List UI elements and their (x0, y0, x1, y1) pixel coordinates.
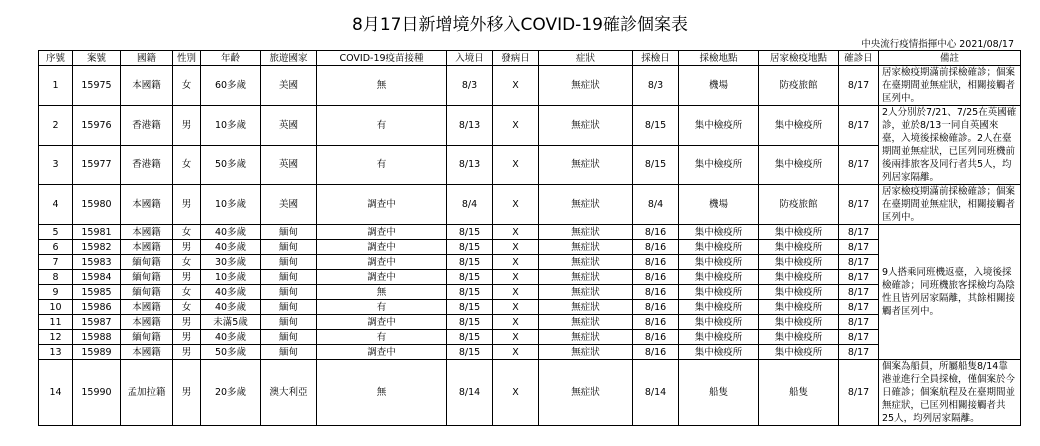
table-cell: 8/13 (447, 106, 493, 146)
col-header: 國籍 (121, 51, 173, 66)
table-cell: 集中檢疫所 (679, 315, 759, 330)
table-cell: 男 (173, 330, 201, 345)
table-cell: 調查中 (317, 185, 447, 225)
col-header: 入境日 (447, 51, 493, 66)
table-cell: 集中檢疫所 (679, 145, 759, 185)
table-cell: 15984 (73, 270, 121, 285)
table-cell: 8/17 (839, 255, 879, 270)
table-cell: 無症狀 (539, 225, 633, 240)
table-cell: 美國 (261, 66, 317, 106)
table-cell: 8/17 (839, 330, 879, 345)
table-cell: 7 (39, 255, 73, 270)
table-cell: 2 (39, 106, 73, 146)
table-cell: X (493, 330, 539, 345)
table-cell: 女 (173, 300, 201, 315)
table-cell: 8/17 (839, 285, 879, 300)
table-cell: 15989 (73, 345, 121, 360)
table-cell: 8/15 (447, 240, 493, 255)
table-cell: 調查中 (317, 225, 447, 240)
table-cell: X (493, 66, 539, 106)
table-cell: 8/15 (633, 145, 679, 185)
table-cell: 8/13 (447, 145, 493, 185)
col-header: 性別 (173, 51, 201, 66)
table-cell: 8/17 (839, 270, 879, 285)
table-cell: 防疫旅館 (759, 66, 839, 106)
table-cell: 本國籍 (121, 66, 173, 106)
header-row (39, 51, 1021, 66)
table-cell: 澳大利亞 (261, 360, 317, 426)
table-cell: 8/15 (447, 255, 493, 270)
table-cell: 10多歲 (201, 106, 261, 146)
remark-cell: 個案為船員，所屬船隻8/14靠港並進行全員採檢，僅個案於今日確診；個案航程及在臺期間並無症狀，已匡列相關接觸者共25人，均列居家隔離。 (879, 360, 1021, 426)
table-cell: 機場 (679, 185, 759, 225)
remark-cell: 居家檢疫期滿前採檢確診；個案在臺期間並無症狀，相關接觸者匡列中。 (879, 185, 1021, 225)
table-cell: X (493, 315, 539, 330)
table-cell: 緬甸 (261, 225, 317, 240)
page-title: 8月17日新增境外移入COVID-19確診個案表 (352, 15, 688, 35)
table-cell: 8/17 (839, 240, 879, 255)
table-cell: 8/4 (447, 185, 493, 225)
table-cell: 8/3 (447, 66, 493, 106)
table-row (39, 255, 1021, 270)
table-cell: X (493, 240, 539, 255)
table-cell: 8/14 (633, 360, 679, 426)
table-cell: 無症狀 (539, 240, 633, 255)
table-cell: 無症狀 (539, 300, 633, 315)
table-row (39, 285, 1021, 300)
table-cell: 緬甸 (261, 330, 317, 345)
table-cell: 8/15 (447, 270, 493, 285)
table-cell: 男 (173, 185, 201, 225)
table-cell: 15986 (73, 300, 121, 315)
table-cell: 緬甸 (261, 345, 317, 360)
table-cell: 本國籍 (121, 225, 173, 240)
table-cell: 男 (173, 106, 201, 146)
table-cell: 集中檢疫所 (679, 106, 759, 146)
table-cell: 11 (39, 315, 73, 330)
table-cell: 12 (39, 330, 73, 345)
col-header: 序號 (39, 51, 73, 66)
table-cell: 本國籍 (121, 185, 173, 225)
col-header: 採檢日 (633, 51, 679, 66)
table-cell: 集中檢疫所 (679, 285, 759, 300)
table-cell: 防疫旅館 (759, 185, 839, 225)
table-cell: 13 (39, 345, 73, 360)
table-cell: 無症狀 (539, 106, 633, 146)
table-cell: 調查中 (317, 345, 447, 360)
table-cell: X (493, 300, 539, 315)
table-cell: 40多歲 (201, 330, 261, 345)
table-cell: 8/3 (633, 66, 679, 106)
table-cell: 緬甸籍 (121, 330, 173, 345)
col-header: 案號 (73, 51, 121, 66)
table-row (39, 315, 1021, 330)
table-row (39, 145, 1021, 185)
table-cell: 8/16 (633, 240, 679, 255)
table-cell: 15981 (73, 225, 121, 240)
table-cell: 集中檢疫所 (679, 270, 759, 285)
table-cell: 10多歲 (201, 270, 261, 285)
table-row (39, 270, 1021, 285)
table-cell: 8/16 (633, 285, 679, 300)
col-header: 居家檢疫地點 (759, 51, 839, 66)
table-cell: 無症狀 (539, 315, 633, 330)
table-cell: 集中檢疫所 (759, 225, 839, 240)
table-cell: 8/17 (839, 185, 879, 225)
table-cell: 8/4 (633, 185, 679, 225)
table-cell: 15983 (73, 255, 121, 270)
table-cell: X (493, 225, 539, 240)
table-cell: 15982 (73, 240, 121, 255)
table-cell: 15975 (73, 66, 121, 106)
table-cell: 女 (173, 66, 201, 106)
table-cell: 3 (39, 145, 73, 185)
table-cell: 4 (39, 185, 73, 225)
table-cell: 集中檢疫所 (679, 330, 759, 345)
col-header: 確診日 (839, 51, 879, 66)
table-cell: 8/16 (633, 315, 679, 330)
table-cell: 機場 (679, 66, 759, 106)
table-cell: 8/17 (839, 106, 879, 146)
table-cell: 本國籍 (121, 345, 173, 360)
table-cell: 未滿5歲 (201, 315, 261, 330)
table-cell: 有 (317, 145, 447, 185)
table-cell: 無 (317, 360, 447, 426)
table-cell: X (493, 185, 539, 225)
table-row (39, 240, 1021, 255)
table-cell: 集中檢疫所 (759, 315, 839, 330)
table-cell: 15987 (73, 315, 121, 330)
table-cell: X (493, 345, 539, 360)
table-cell: 女 (173, 285, 201, 300)
table-cell: 香港籍 (121, 106, 173, 146)
table-cell: 14 (39, 360, 73, 426)
table-cell: 集中檢疫所 (679, 300, 759, 315)
table-cell: 15977 (73, 145, 121, 185)
table-cell: 8/15 (447, 315, 493, 330)
table-cell: 緬甸籍 (121, 285, 173, 300)
case-table (38, 50, 1021, 426)
table-cell: 40多歲 (201, 285, 261, 300)
table-cell: 緬甸 (261, 285, 317, 300)
table-cell: 15988 (73, 330, 121, 345)
table-cell: 8/15 (447, 345, 493, 360)
table-cell: 男 (173, 270, 201, 285)
table-cell: 10多歲 (201, 185, 261, 225)
table-cell: 10 (39, 300, 73, 315)
table-cell: 集中檢疫所 (679, 345, 759, 360)
table-cell: 8/17 (839, 315, 879, 330)
table-cell: 船隻 (759, 360, 839, 426)
table-cell: 無症狀 (539, 270, 633, 285)
table-cell: 集中檢疫所 (679, 255, 759, 270)
table-cell: 20多歲 (201, 360, 261, 426)
table-cell: 集中檢疫所 (759, 285, 839, 300)
table-cell: 無症狀 (539, 345, 633, 360)
table-cell: 50多歲 (201, 345, 261, 360)
table-cell: 緬甸 (261, 270, 317, 285)
table-cell: 緬甸 (261, 240, 317, 255)
source-date: 中央流行疫情指揮中心 2021/08/17 (861, 39, 1014, 50)
table-cell: 集中檢疫所 (759, 330, 839, 345)
table-cell: 緬甸籍 (121, 255, 173, 270)
col-header: 年齡 (201, 51, 261, 66)
table-cell: 8/17 (839, 225, 879, 240)
table-cell: 5 (39, 225, 73, 240)
table-cell: 8/17 (839, 145, 879, 185)
table-cell: 無 (317, 285, 447, 300)
table-cell: 英國 (261, 106, 317, 146)
table-cell: 美國 (261, 185, 317, 225)
table-cell: 8/16 (633, 300, 679, 315)
table-cell: 無症狀 (539, 66, 633, 106)
table-cell: 男 (173, 240, 201, 255)
table-cell: 15985 (73, 285, 121, 300)
table-cell: X (493, 360, 539, 426)
table-cell: 男 (173, 315, 201, 330)
table-cell: 緬甸 (261, 300, 317, 315)
remark-cell: 居家檢疫期滿前採檢確診；個案在臺期間並無症狀，相關接觸者匡列中。 (879, 66, 1021, 106)
table-cell: 集中檢疫所 (759, 240, 839, 255)
table-cell: 8/14 (447, 360, 493, 426)
table-row (39, 66, 1021, 106)
table-cell: 無症狀 (539, 360, 633, 426)
table-cell: 8/15 (633, 106, 679, 146)
table-cell: 15980 (73, 185, 121, 225)
table-row (39, 300, 1021, 315)
table-cell: 8/17 (839, 345, 879, 360)
table-cell: 香港籍 (121, 145, 173, 185)
remark-cell: 2人分別於7/21、7/25在英國確診，並於8/13一同自英國來臺，入境後採檢確診。2人在臺期間並無症狀，已匡列同班機前後兩排旅客及同行者共5人，均列居家隔離。 (879, 106, 1021, 185)
table-cell: 15976 (73, 106, 121, 146)
table-cell: 30多歲 (201, 255, 261, 270)
table-cell: 集中檢疫所 (759, 106, 839, 146)
table-cell: 8/17 (839, 66, 879, 106)
table-cell: 無 (317, 66, 447, 106)
table-cell: 有 (317, 300, 447, 315)
table-cell: 8/17 (839, 300, 879, 315)
table-cell: 8/15 (447, 330, 493, 345)
table-cell: 調查中 (317, 240, 447, 255)
table-cell: 無症狀 (539, 185, 633, 225)
table-cell: 船隻 (679, 360, 759, 426)
table-cell: 緬甸籍 (121, 270, 173, 285)
remark-cell: 9人搭乘同班機返臺，入境後採檢確診；同班機旅客採檢均為陰性且皆列居家隔離，其餘相關接觸者匡列中。 (879, 225, 1021, 360)
table-cell: 8/16 (633, 255, 679, 270)
table-cell: 9 (39, 285, 73, 300)
table-cell: 8/15 (447, 285, 493, 300)
table-row (39, 330, 1021, 345)
table-cell: 緬甸 (261, 315, 317, 330)
table-cell: X (493, 285, 539, 300)
table-cell: X (493, 145, 539, 185)
table-cell: 集中檢疫所 (679, 225, 759, 240)
table-cell: 女 (173, 225, 201, 240)
table-cell: 集中檢疫所 (679, 240, 759, 255)
col-header: 發病日 (493, 51, 539, 66)
table-cell: 40多歲 (201, 225, 261, 240)
table-row (39, 345, 1021, 360)
table-row (39, 225, 1021, 240)
table-cell: 集中檢疫所 (759, 345, 839, 360)
table-cell: 女 (173, 255, 201, 270)
table-cell: 8/15 (447, 225, 493, 240)
table-row (39, 185, 1021, 225)
table-cell: 調查中 (317, 255, 447, 270)
table-cell: 8/16 (633, 330, 679, 345)
table-cell: 8/15 (447, 300, 493, 315)
col-header: 採檢地點 (679, 51, 759, 66)
table-cell: 1 (39, 66, 73, 106)
table-cell: 無症狀 (539, 330, 633, 345)
table-cell: 本國籍 (121, 300, 173, 315)
table-cell: 8/16 (633, 270, 679, 285)
table-cell: 有 (317, 330, 447, 345)
table-cell: X (493, 106, 539, 146)
table-cell: 無症狀 (539, 255, 633, 270)
table-cell: 無症狀 (539, 285, 633, 300)
table-cell: 集中檢疫所 (759, 145, 839, 185)
table-cell: 無症狀 (539, 145, 633, 185)
table-cell: 孟加拉籍 (121, 360, 173, 426)
table-row (39, 106, 1021, 146)
table-cell: 女 (173, 145, 201, 185)
table-cell: 60多歲 (201, 66, 261, 106)
col-header: 備註 (879, 51, 1021, 66)
table-cell: 英國 (261, 145, 317, 185)
table-cell: X (493, 270, 539, 285)
table-cell: 50多歲 (201, 145, 261, 185)
table-cell: 8 (39, 270, 73, 285)
table-cell: 調查中 (317, 315, 447, 330)
table-cell: 8/16 (633, 225, 679, 240)
table-cell: 8/16 (633, 345, 679, 360)
col-header: COVID-19疫苗接種 (317, 51, 447, 66)
table-cell: 40多歲 (201, 300, 261, 315)
table-cell: 緬甸 (261, 255, 317, 270)
table-cell: 集中檢疫所 (759, 270, 839, 285)
table-cell: 本國籍 (121, 315, 173, 330)
table-cell: 40多歲 (201, 240, 261, 255)
table-cell: 15990 (73, 360, 121, 426)
table-cell: 男 (173, 360, 201, 426)
col-header: 症狀 (539, 51, 633, 66)
table-cell: 男 (173, 345, 201, 360)
table-cell: 本國籍 (121, 240, 173, 255)
table-cell: 調查中 (317, 270, 447, 285)
table-cell: 集中檢疫所 (759, 300, 839, 315)
col-header: 旅遊國家 (261, 51, 317, 66)
table-row (39, 360, 1021, 426)
table-cell: 有 (317, 106, 447, 146)
table-cell: X (493, 255, 539, 270)
table-cell: 6 (39, 240, 73, 255)
table-cell: 集中檢疫所 (759, 255, 839, 270)
table-cell: 8/17 (839, 360, 879, 426)
